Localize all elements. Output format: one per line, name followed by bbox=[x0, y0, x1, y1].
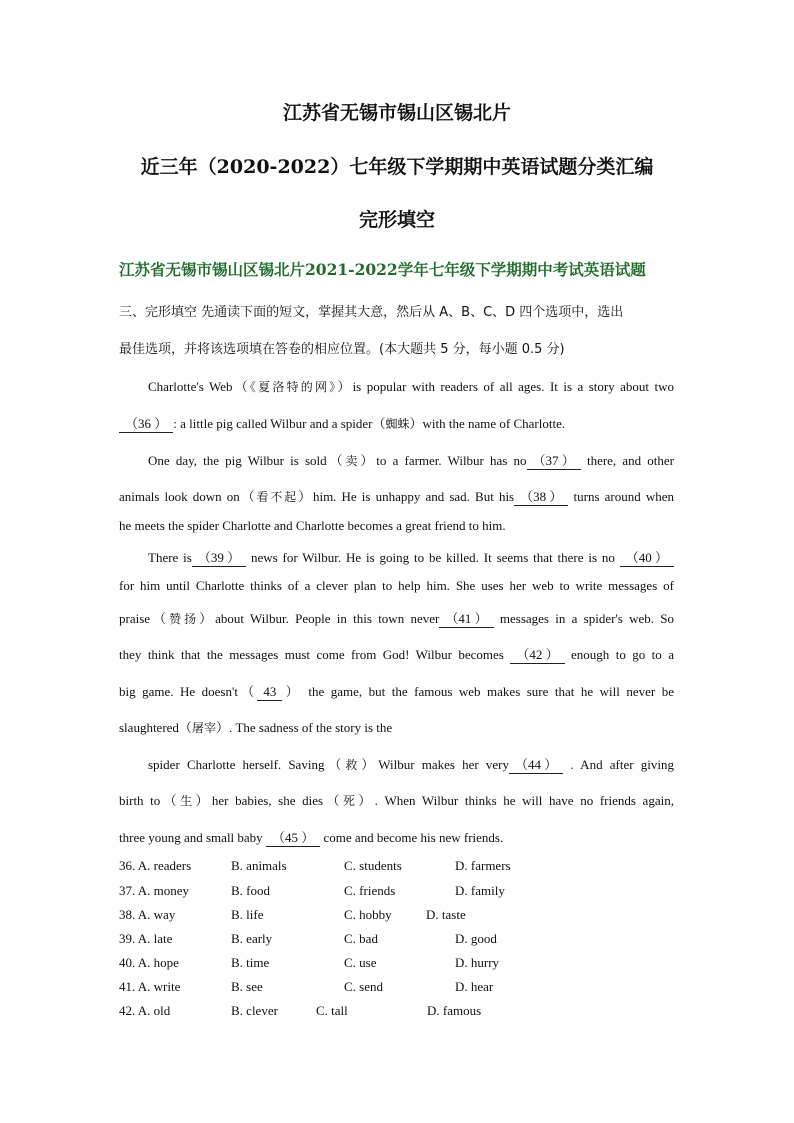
blank-36: （36 ） bbox=[119, 413, 173, 433]
exam-subheading: 江苏省无锡市锡山区锡北片2021-2022学年七年级下学期期中考试英语试题 bbox=[119, 260, 646, 279]
blank-41: （41 ） bbox=[439, 608, 493, 628]
passage-line: One day, the pig Wilbur is sold（卖）to a farmer. Wilbur has no （37 ） there, and other bbox=[148, 450, 674, 470]
instructions-line-1: 三、完形填空 先通读下面的短文，掌握其大意，然后从 A、B、C、D 四个选项中，选出 bbox=[119, 305, 624, 320]
blank-39: （39 ） bbox=[192, 547, 246, 567]
passage-line: spider Charlotte herself. Saving（救）Wilbur makes her very （44 ） . And after giving bbox=[148, 754, 674, 774]
passage-line: slaughtered（屠宰）. The sadness of the story is the bbox=[119, 720, 393, 735]
blank-43: 43 bbox=[257, 684, 282, 701]
passage-line: （36 ） : a little pig called Wilbur and a spider（蜘蛛）with the name of Charlotte. bbox=[119, 413, 674, 433]
passage-line: three young and small baby （45 ） come and become his new friends. bbox=[119, 827, 674, 847]
blank-45: （45 ） bbox=[266, 827, 320, 847]
passage-line: for him until Charlotte thinks of a clever plan to help him. She uses her web to write messages of bbox=[119, 578, 674, 593]
passage-line: birth to（生）her babies, she dies（死）. When Wilbur thinks he will have no friends again, bbox=[119, 793, 674, 808]
blank-38: （38 ） bbox=[514, 486, 568, 506]
passage-line: big game. He doesn't（ 43 ） the game, but the famous web makes sure that he will never be bbox=[119, 684, 674, 699]
passage-line: There is （39 ） news for Wilbur. He is going to be killed. It seems that there is no （40 ） bbox=[148, 547, 674, 567]
blank-40: （40 ） bbox=[620, 547, 674, 567]
blank-42: （42 ） bbox=[510, 644, 564, 664]
title-collection: 近三年（2020-2022）七年级下学期期中英语试题分类汇编 bbox=[140, 156, 654, 178]
document-page: 江苏省无锡市锡山区锡北片 近三年（2020-2022）七年级下学期期中英语试题分类汇编 完形填空 江苏省无锡市锡山区锡北片2021-2022学年七年级下学期期中考试英语试题 三、完形填空 先通读下面的短文，掌握其大意，然后从 A、B、C、D 四个选项中，选出 最佳选项，并将该选项填在答卷的相应位置。(本大题共 5 分，每小题 0.5 分) Charlotte's Web（《夏洛特的网》）is popular with readers of all ages. It is a story about two （36 ） : a little pig called Wilbur and a spider（蜘蛛）with the name of Charlotte. One day, the pig Wilbur is sold（卖）to a farmer. Wilbur has no （37 ） there, and other animals look down on（看不起）him. He is unhappy and sad. But his （38 ） turns around when he meets the spider Charlotte and Charlotte becomes a great friend to him. There is （39 ） news for Wilbur. He is going to be killed. It seems that there is no （40 ） for him until Charlotte thinks of a clever plan to help him. She uses her web to write messages of praise（赞扬）about Wilbur. People in this town never （41 ） messages in a spider's web. So they think that the messages must come from God! Wilbur becomes （42 ） enough to go to a big game. He doesn't（ 43 ） the game, but the famous web makes sure that he will never be slaughtered（屠宰）. The sadness of the story is the spider Charlotte herself. Saving（救）Wilbur makes her very （44 ） . And after giving birth to（生）her babies, she dies（死）. When Wilbur thinks he will have no friends again, three young and small baby （45 ） come and become his new friends. 36. A. readers B. animals C. students D. farmers 37. A. money B. food C. friends D. family 38. A. way B. life C. hobby D. taste 39. A. late B. early C. bad D. good 40. A. hope B. time C. use D. hurry 41. A. write B. see C. send D. hear 42. A. old B. clever C. tall D. famous bbox=[0, 0, 794, 1123]
passage-line: he meets the spider Charlotte and Charlotte becomes a great friend to him. bbox=[119, 518, 506, 533]
blank-37: （37 ） bbox=[527, 450, 581, 470]
title-section: 完形填空 bbox=[358, 209, 435, 231]
passage-line: Charlotte's Web（《夏洛特的网》）is popular with readers of all ages. It is a story about two bbox=[148, 379, 674, 394]
blank-44: （44 ） bbox=[509, 754, 563, 774]
title-region: 江苏省无锡市锡山区锡北片 bbox=[282, 102, 511, 124]
passage-line: praise（赞扬）about Wilbur. People in this town never （41 ） messages in a spider's web. So bbox=[119, 608, 674, 628]
instructions-line-2: 最佳选项，并将该选项填在答卷的相应位置。(本大题共 5 分，每小题 0.5 分) bbox=[119, 342, 565, 357]
passage-line: animals look down on（看不起）him. He is unhappy and sad. But his （38 ） turns around when bbox=[119, 486, 674, 506]
passage-line: they think that the messages must come from God! Wilbur becomes （42 ） enough to go to a bbox=[119, 644, 674, 664]
